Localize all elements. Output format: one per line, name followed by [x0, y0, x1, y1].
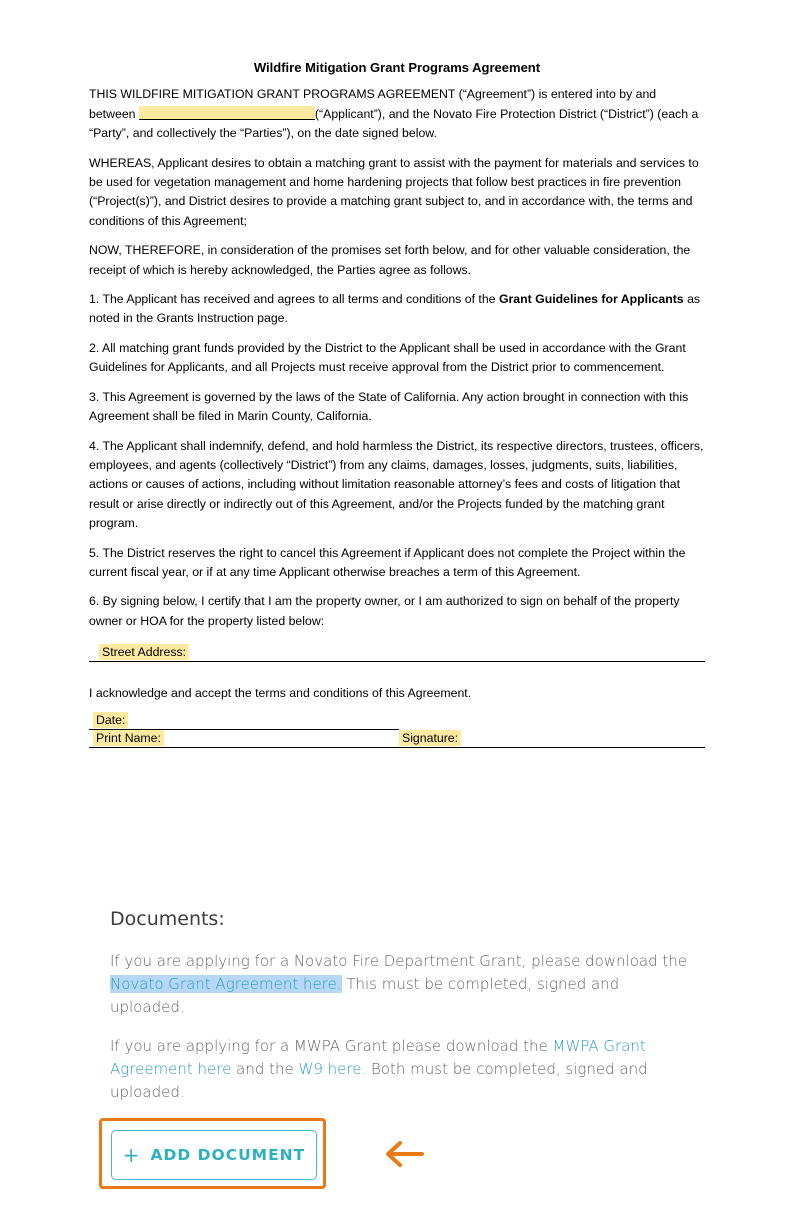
clause-1 [89, 290, 705, 329]
intro-paragraph [89, 85, 705, 143]
street-address-label: Street Address: [99, 644, 189, 660]
plus-icon: + [122, 1143, 141, 1167]
agreement-document [89, 58, 705, 748]
clause-1-text-b: as noted in the Grants Instruction page. [89, 292, 701, 326]
whereas-paragraph: WHEREAS, Applicant desires to obtain a matching grant to assist with the payment for materials and services to be used for vegetation management and home hardening projects that follow best practices in fire prevention (“Project(s)”), and District desires to provide a matching grant subject to, and in accordance with, the terms and conditions of this Agreement; [89, 155, 699, 228]
intro-text-a: THIS WILDFIRE MITIGATION GRANT PROGRAMS AGREEMENT (“Agreement”) is entered into by and between [89, 87, 657, 121]
novato-agreement-link[interactable]: Novato Grant Agreement here. [110, 975, 342, 993]
novato-text-a: If you are applying for a Novato Fire Department Grant, please download the [110, 952, 688, 970]
print-name-label: Print Name: [93, 730, 164, 746]
date-line [89, 712, 399, 730]
w9-link[interactable]: W9 here. [298, 1060, 367, 1078]
now-therefore-paragraph: NOW, THEREFORE, in consideration of the promises set forth below, and for other valuable consideration, the receipt of which is hereby acknowledged, the Parties agree as follows. [89, 243, 691, 277]
mwpa-instructions [110, 1035, 690, 1104]
add-document-label: ADD DOCUMENT [150, 1146, 306, 1164]
date-label: Date: [93, 712, 128, 728]
novato-instructions [110, 950, 690, 1019]
mwpa-text-b: and the [231, 1060, 299, 1078]
mwpa-text-c: Both must be completed, signed and uploaded. [110, 1060, 648, 1101]
clause-5: 5. The District reserves the right to cancel this Agreement if Applicant does not complete the Project within the current fiscal year, or if at any time Applicant otherwise breaches a term of this Agreement. [89, 545, 686, 579]
agreement-title: Wildfire Mitigation Grant Programs Agreement [253, 60, 541, 75]
clause-3: 3. This Agreement is governed by the laws of the State of California. Any action brought in connection with this Agreement shall be filed in Marin County, California. [89, 389, 689, 424]
applicant-blank-field [139, 106, 315, 120]
documents-section [110, 908, 690, 1120]
street-address-line [89, 641, 705, 662]
mwpa-agreement-link[interactable]: MWPA Grant Agreement here [110, 1037, 646, 1078]
clause-1-text-a: 1. The Applicant has received and agrees to all terms and conditions of the [89, 292, 499, 307]
novato-text-b: This must be completed, signed and uploaded. [110, 975, 620, 1016]
clause-1-bold: Grant Guidelines for Applicants [498, 292, 684, 307]
print-name-signature-line [89, 730, 705, 748]
clause-2: 2. All matching grant funds provided by the District to the Applicant shall be used in accordance with the Grant Guidelines for Applicants, and all Projects must receive approval from the District prior to commencement. [89, 340, 686, 375]
clause-4: 4. The Applicant shall indemnify, defend, and hold harmless the District, its respective directors, trustees, officers, employees, and agents (collectively “District”) from any claims, damages, losses, judgments, suits, liabilities, actions or causes of actions, including without limitation reasonable attorney’s fees and costs of litigation that result or arise directly or indirectly out of this Agreement, and/or the Projects funded by the matching grant program. [89, 438, 704, 531]
documents-heading: Documents: [110, 908, 225, 930]
annotation-arrow-icon [384, 1139, 424, 1169]
clause-6: 6. By signing below, I certify that I am the property owner, or I am authorized to sign on behalf of the property owner or HOA for the property listed below: [89, 594, 680, 628]
mwpa-text-a: If you are applying for a MWPA Grant please download the [110, 1037, 553, 1055]
add-document-button[interactable] [111, 1130, 317, 1180]
intro-text-b: (“Applicant”), and the Novato Fire Protection District (“District”) (each a “Party”, and collectively the “Parties”), on the date signed below. [89, 106, 699, 141]
acknowledge-text: I acknowledge and accept the terms and conditions of this Agreement. [89, 686, 472, 701]
signature-label: Signature: [399, 730, 461, 746]
